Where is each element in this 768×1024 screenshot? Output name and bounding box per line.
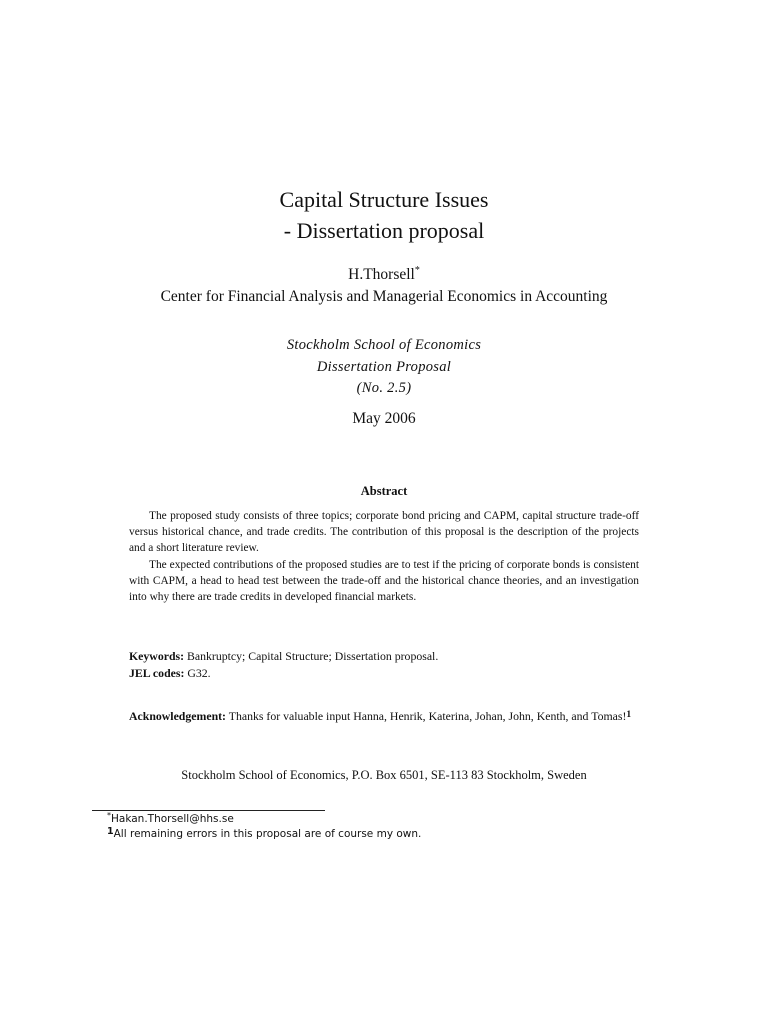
abstract-paragraph-1: The proposed study consists of three topics; corporate bond pricing and CAPM, capital structure trade-off versus historical chance, and trade credits. The contribution of this proposal is the description of the projects and a short literature review. <box>129 510 639 555</box>
acknowledgement <box>129 708 639 725</box>
acknowledgement-label: Acknowledgement: <box>129 709 226 723</box>
keywords-line <box>129 648 639 665</box>
abstract-paragraph-2: The expected contributions of the proposed studies are to test if the pricing of corporate bonds is consistent with CAPM, a head to head test between the trade-off and the historical chance theories, and an investigation into why there are trade credits in developed financial markets. <box>129 558 639 604</box>
author-block <box>0 264 768 308</box>
series-name: Dissertation Proposal <box>316 358 452 375</box>
jel-label: JEL codes: <box>129 665 185 680</box>
abstract-heading: Abstract <box>360 484 408 498</box>
author-footnote-mark: * <box>414 265 420 276</box>
institution-block <box>0 335 768 400</box>
jel-line <box>129 665 639 682</box>
paper-title <box>0 184 768 246</box>
postal-address: Stockholm School of Economics, P.O. Box 6501, SE-113 83 Stockholm, Sweden <box>181 768 587 782</box>
jel-value: G32. <box>187 665 211 680</box>
paper-date: May 2006 <box>352 410 416 427</box>
footnote-mark: 1 <box>107 826 114 837</box>
author-name: H.Thorsell <box>348 266 415 283</box>
footnotes <box>107 812 421 842</box>
footnote-email: Hakan.Thorsell@hhs.se <box>111 813 234 825</box>
affiliation: Center for Financial Analysis and Managerial Economics in Accounting <box>160 288 608 305</box>
abstract-body <box>129 508 639 605</box>
keywords-label: Keywords: <box>129 649 185 663</box>
author-line <box>0 264 768 286</box>
acknowledgement-text: Thanks for valuable input Hanna, Henrik, Katerina, Johan, John, Kenth, and Tomas! <box>228 709 627 723</box>
title-line-1: Capital Structure Issues <box>279 187 489 212</box>
footnote-item <box>107 827 421 842</box>
footnote-text: All remaining errors in this proposal are of course my own. <box>113 828 422 840</box>
school-name: Stockholm School of Economics <box>286 337 482 353</box>
footnote-mark: * <box>107 811 111 820</box>
keywords-block <box>129 648 639 681</box>
acknowledgement-footnote-mark: 1 <box>626 710 632 720</box>
title-line-2: - Dissertation proposal <box>283 218 485 243</box>
footnote-item <box>107 812 421 827</box>
footnote-rule <box>92 810 325 811</box>
series-number: (No. 2.5) <box>356 380 412 396</box>
keywords-value: Bankruptcy; Capital Structure; Dissertation proposal. <box>187 649 439 663</box>
